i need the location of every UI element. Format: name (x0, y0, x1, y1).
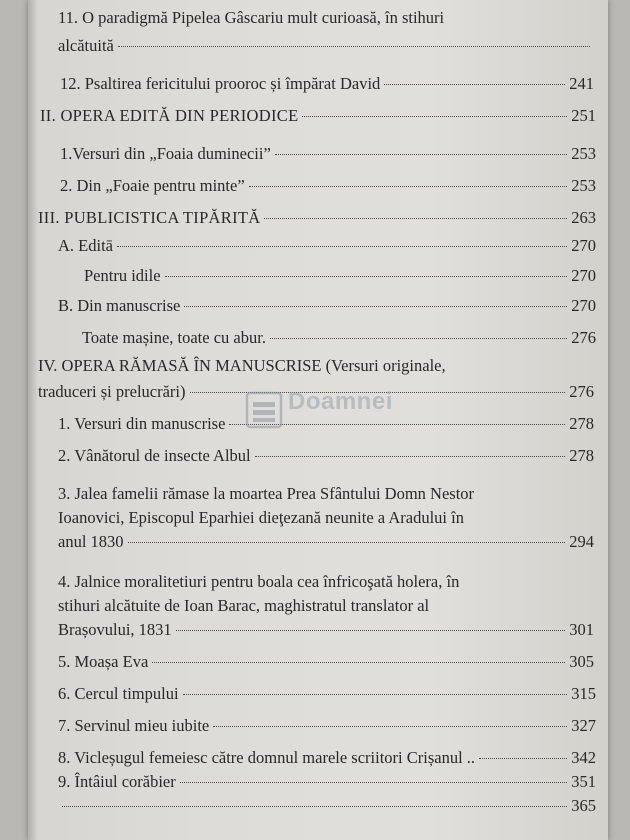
dot-leader (62, 806, 567, 807)
page-edge-shadow (28, 0, 38, 840)
dot-leader (190, 392, 566, 393)
toc-entry-title: 7. Servinul mieu iubite (58, 716, 210, 735)
toc-entry-line (38, 382, 594, 402)
toc-entry-line (58, 446, 594, 466)
page-number: 263 (571, 208, 596, 227)
section-heading: II. OPERA EDITĂ DIN PERIODICE (40, 106, 299, 125)
toc-entry-line (60, 144, 596, 164)
toc-entry-title: 9. Întâiul corăbier (58, 772, 176, 791)
dot-leader (384, 84, 565, 85)
toc-entry-line (58, 8, 594, 28)
toc-entry-line (60, 176, 596, 196)
toc-entry-title: 12. Psaltirea fericitului prooroc și împărat David (60, 74, 381, 93)
dot-leader (184, 306, 567, 307)
toc-entry-line (58, 620, 594, 640)
toc-entry-line (58, 236, 596, 256)
page-number: 276 (569, 382, 594, 401)
toc-entry-title: 1.Versuri din „Foaia duminecii” (60, 144, 271, 163)
toc-entry-line (84, 266, 596, 286)
toc-entry-title: 2. Vânătorul de insecte Albul (58, 446, 251, 465)
page-number: 327 (571, 716, 596, 735)
toc-entry-title: Pentru idile (84, 266, 161, 285)
table-of-contents (28, 0, 608, 840)
toc-entry-line (38, 208, 596, 228)
dot-leader (229, 424, 565, 425)
toc-entry-line (40, 106, 596, 126)
toc-entry-title: 11. O paradigmă Pipelea Gâscariu mult curioasă, în stihuri (58, 8, 445, 27)
toc-entry-title: alcătuită (58, 36, 114, 55)
page-number: 351 (571, 772, 596, 791)
dot-leader (118, 46, 590, 47)
toc-entry-title: Brașovului, 1831 (58, 620, 172, 639)
dot-leader (270, 338, 567, 339)
toc-entry-title: 4. Jalnice moralitetiuri pentru boala cea înfricoşată holera, în (58, 572, 460, 591)
dot-leader (249, 186, 568, 187)
toc-entry-line (58, 652, 594, 672)
toc-entry-line (58, 748, 596, 768)
toc-entry-title: 6. Cercul timpului (58, 684, 179, 703)
toc-entry-line (58, 414, 594, 434)
page-number: 278 (569, 446, 594, 465)
watermark-text: Doamnei (288, 388, 393, 415)
dot-leader (152, 662, 565, 663)
toc-entry-title: 2. Din „Foaie pentru minte” (60, 176, 245, 195)
page-number: 270 (571, 296, 596, 315)
dot-leader (183, 694, 568, 695)
toc-entry-title: Toate mașine, toate cu abur. (82, 328, 266, 347)
page-number: 251 (571, 106, 596, 125)
dot-leader (264, 218, 567, 219)
page-number: 278 (569, 414, 594, 433)
toc-entry-line (58, 36, 594, 56)
toc-entry-line (38, 356, 596, 376)
toc-entry-title: 3. Jalea famelii rămase la moartea Prea Sfântului Domn Nestor (58, 484, 475, 503)
toc-entry-line (58, 532, 594, 552)
toc-entry-line (58, 572, 594, 592)
toc-entry-line (58, 484, 594, 504)
toc-entry-title: stihuri alcătuite de Ioan Barac, maghistratul translator al (58, 596, 430, 615)
page-number: 253 (571, 176, 596, 195)
dot-leader (128, 542, 566, 543)
page-number: 253 (571, 144, 596, 163)
page-number: 301 (569, 620, 594, 639)
toc-entry-title: B. Din manuscrise (58, 296, 181, 315)
toc-entry-line (60, 74, 594, 94)
toc-entry-title: A. Editā (58, 236, 113, 255)
book-page (28, 0, 608, 840)
dot-leader (165, 276, 568, 277)
dot-leader (117, 246, 567, 247)
toc-entry-line (82, 328, 596, 348)
dot-leader (275, 154, 567, 155)
toc-entry-line (58, 508, 594, 528)
page-number: 276 (571, 328, 596, 347)
page-number: 342 (571, 748, 596, 767)
toc-entry-line (58, 296, 596, 316)
page-number: 270 (571, 266, 596, 285)
page-number: 270 (571, 236, 596, 255)
page-number: 365 (571, 796, 596, 815)
dot-leader (255, 456, 566, 457)
page-number: 315 (571, 684, 596, 703)
toc-entry-title: 1. Versuri din manuscrise (58, 414, 226, 433)
toc-entry-title: traduceri și prelucrări) (38, 382, 186, 401)
toc-entry-line (58, 596, 594, 616)
toc-entry-title: 5. Moașa Eva (58, 652, 149, 671)
toc-entry-line (58, 796, 596, 816)
section-heading: IV. OPERA RĂMASĂ ÎN MANUSCRISE (Versuri originale, (38, 356, 446, 375)
page-number: 294 (569, 532, 594, 551)
dot-leader (213, 726, 567, 727)
dot-leader (176, 630, 566, 631)
toc-entry-line (58, 772, 596, 792)
toc-entry-title: 8. Vicleșugul femeiesc către domnul marele scriitori Crișanul .. (58, 748, 476, 767)
page-number: 241 (569, 74, 594, 93)
dot-leader (479, 758, 567, 759)
toc-entry-title: Ioanovici, Episcopul Eparhiei dieţezană neunite a Aradului în (58, 508, 464, 527)
toc-entry-line (58, 684, 596, 704)
page-number: 305 (569, 652, 594, 671)
toc-entry-title: anul 1830 (58, 532, 124, 551)
section-heading: III. PUBLICISTICA TIPĂRITĂ (38, 208, 261, 227)
dot-leader (302, 116, 567, 117)
toc-entry-line (58, 716, 596, 736)
dot-leader (180, 782, 568, 783)
